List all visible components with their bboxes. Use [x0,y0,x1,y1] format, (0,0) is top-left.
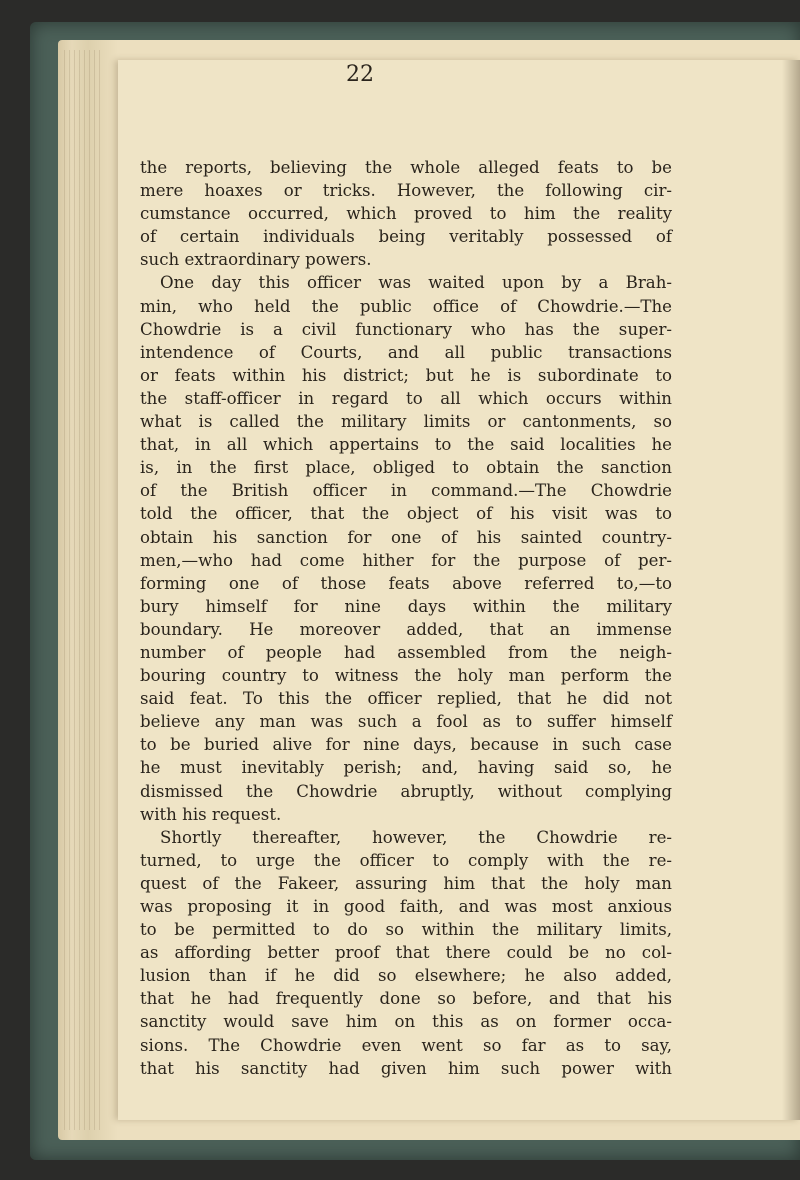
text-line: he must inevitably perish; and, having said so, he [140,758,672,778]
text-line: such extraordinary powers. [140,250,372,270]
text-line: was proposing it in good faith, and was most anxious [140,897,672,916]
text-line: that his sanctity had given him such power with [140,1058,672,1078]
text-line: believe any man was such a fool as to suffer himself [140,712,672,732]
text-line: told the officer, that the object of his visit was to [140,504,672,524]
text-line: forming one of those feats above referred to,—to [140,573,672,593]
text-line: turned, to urge the officer to comply with the re- [140,850,672,870]
text-line: mere hoaxes or tricks. However, the following cir- [140,181,672,201]
text-line: dismissed the Chowdrie abruptly, without complying [140,781,672,801]
page-number: 22 [346,62,374,87]
text-line: that, in all which appertains to the said localities he [140,435,672,455]
text-line: cumstance occurred, which proved to him the reality [140,204,672,224]
text-line: as affording better proof that there could be no col- [140,943,672,963]
text-line: obtain his sanction for one of his sainted country- [140,527,672,547]
text-line: or feats within his district; but he is subordinate to [140,365,672,385]
text-line: sanctity would save him on this as on former occa- [140,1012,672,1032]
text-line: intendence of Courts, and all public transactions [140,342,672,362]
text-line: lusion than if he did so elsewhere; he also added, [140,966,672,986]
text-line: One day this officer was waited upon by a Brah- [160,273,672,293]
text-line: quest of the Fakeer, assuring him that the holy man [140,873,672,893]
text-line: Shortly thereafter, however, the Chowdrie re- [160,827,672,847]
text-line: Chowdrie is a civil functionary who has the super- [140,319,672,339]
text-line: boundary. He moreover added, that an immense [140,619,672,639]
text-line: is, in the first place, obliged to obtain the sanction [140,458,672,478]
text-line: said feat. To this the officer replied, that he did not [140,689,672,709]
text-line: of the British officer in command.—The Chowdrie [140,481,672,501]
text-line: that he had frequently done so before, and that his [140,989,672,1009]
text-line: the staff-officer in regard to all which occurs within [140,388,672,408]
text-line: with his request. [140,804,282,824]
text-line: of certain individuals being veritably possessed of [140,227,672,247]
text-line: what is called the military limits or cantonments, so [140,412,672,432]
text-line: sions. The Chowdrie even went so far as to say, [140,1035,672,1055]
text-line: men,—who had come hither for the purpose of per- [140,550,672,570]
body-text [140,156,672,1080]
text-line: bury himself for nine days within the military [140,596,672,616]
text-line: the reports, believing the whole alleged feats to be [140,158,672,177]
text-line: bouring country to witness the holy man perform the [140,666,672,686]
text-line: min, who held the public office of Chowdrie.—The [140,296,672,316]
text-line: number of people had assembled from the neigh- [140,642,672,662]
text-line: to be permitted to do so within the military limits, [140,920,672,940]
text-line: to be buried alive for nine days, because in such case [140,735,672,755]
